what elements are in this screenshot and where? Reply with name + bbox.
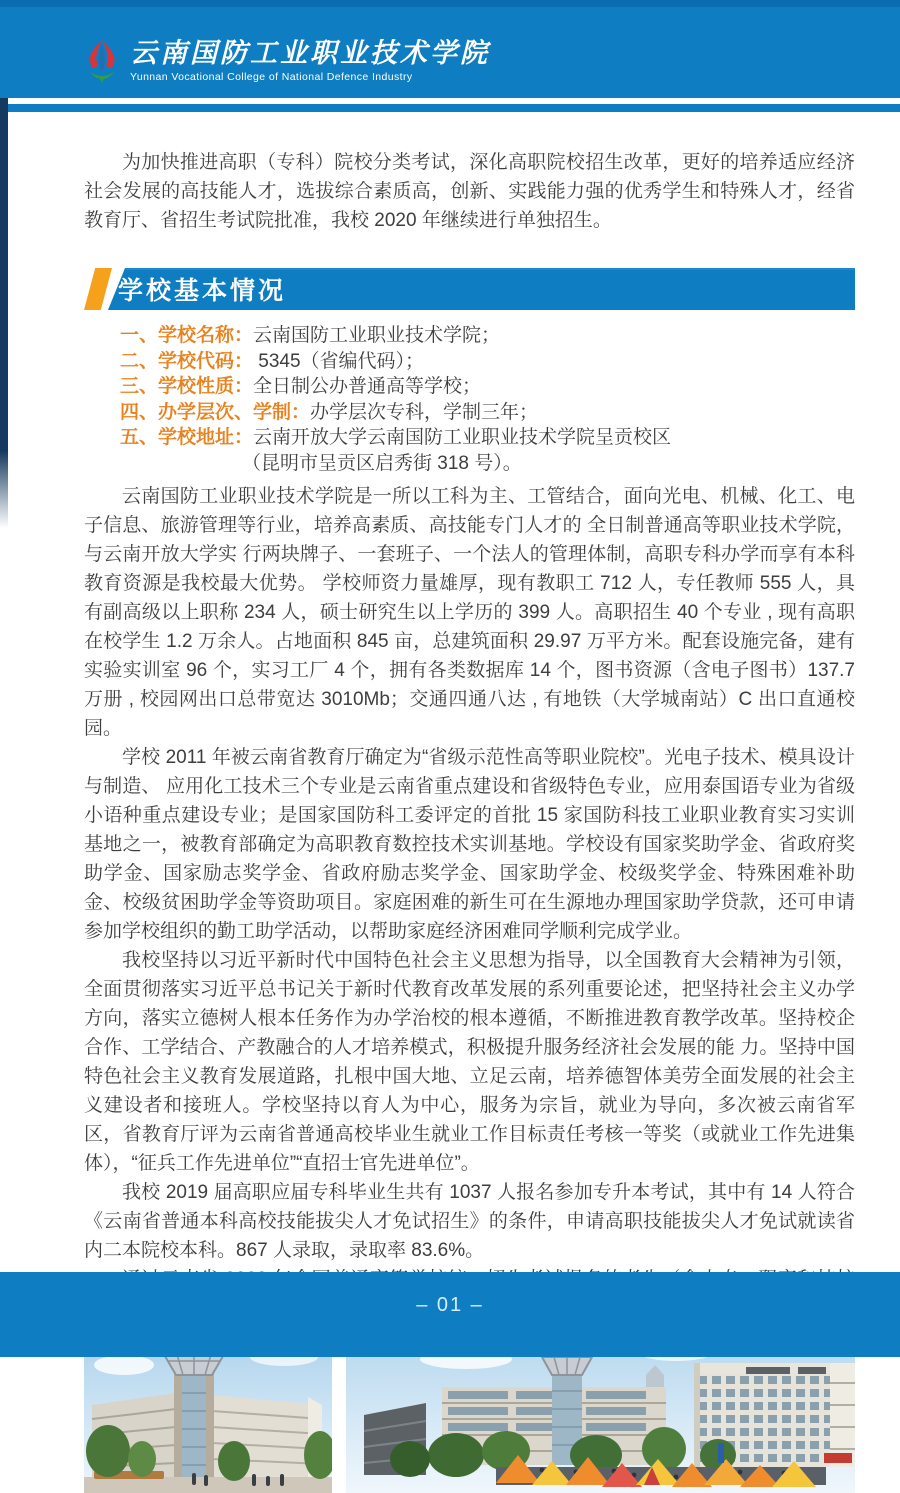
- campus-photo-left: [84, 1335, 332, 1493]
- left-edge-scan-shadow: [0, 98, 8, 528]
- page-footer: [0, 1272, 900, 1357]
- item-value: 云南国防工业职业技术学院；: [253, 325, 501, 346]
- list-item-school-address-line2: [242, 451, 855, 477]
- school-info-list: [120, 323, 855, 476]
- item-label: 五、学校地址：: [120, 427, 254, 448]
- school-name-cn: 云南国防工业职业技术学院: [130, 38, 490, 68]
- paragraph-upgrade-exam-stats: 我校 2019 届高职应届专科毕业生共有 1037 人报名参加专升本考试，其中有 14 人符合《云南省普通本科高校技能拔尖人才免试招生》的条件，申请高职技能拔尖人才免试就读省内二本院校本科。867 人录取，录取率 83.6%。: [84, 1182, 855, 1261]
- school-brand: [84, 38, 490, 84]
- intro-paragraph: 为加快推进高职（专科）院校分类考试，深化高职院校招生改革，更好的培养适应经济社会发展的高技能人才，选拔综合素质高，创新、实践能力强的优秀学生和特殊人才，经省教育厅、省招生考试院批准，我校 2020 年继续进行单独招生。: [84, 152, 855, 231]
- item-value: （昆明市呈贡区启秀街 318 号）。: [242, 452, 522, 474]
- campus-photo-right: [346, 1335, 855, 1493]
- section-bar-accent-shape: [84, 268, 112, 310]
- list-item-school-code: [120, 349, 855, 375]
- item-label: 一、学校名称：: [120, 325, 254, 346]
- school-name-en: Yunnan Vocational College of National Defence Industry: [130, 71, 413, 83]
- top-banner: [0, 0, 900, 98]
- brand-text: [130, 39, 490, 83]
- item-value: 云南开放大学云南国防工业职业技术学院呈贡校区: [253, 427, 672, 448]
- banner-top-line: [0, 0, 900, 7]
- list-item-school-name: [120, 323, 855, 349]
- list-item-education-level: [120, 400, 855, 426]
- paragraph-education-philosophy: 我校坚持以习近平新时代中国特色社会主义思想为指导，以全国教育大会精神为引领，全面贯彻落实习近平总书记关于新时代教育改革发展的系列重要论述，把坚持社会主义办学方向，落实立德树人根本任务作为办学治校的根本遵循，不断推进教育教学改革。坚持校企合作、工学结合、产教融合的人才培养模式，积极提升服务经济社会发展的能 力。坚持中国特色社会主义教育发展道路，扎根中国大地、立足云南，培养德智体美劳全面发展的社会主义建设者和接班人。学校坚持以育人为中心，服务为宗旨，就业为导向，多次被云南省军区，省教育厅评为云南省普通高校毕业生就业工作目标责任考核一等奖（或就业工作先进集体），“征兵工作先进单位”“直招士官先进单位”。: [84, 950, 855, 1174]
- school-emblem-icon: [84, 38, 120, 84]
- item-label: 二、学校代码：: [120, 350, 254, 372]
- section-title: 学校基本情况: [118, 277, 287, 305]
- list-item-school-type: [120, 374, 855, 400]
- item-value: 全日制公办普通高等学校；: [253, 376, 482, 397]
- item-value: 办学层次专科，学制三年；: [310, 401, 539, 423]
- item-value: 5345（省编代码）；: [253, 350, 425, 372]
- page-number: – 01 –: [416, 1294, 484, 1316]
- campus-photos-row: [84, 1335, 855, 1493]
- paragraph-honors-and-aid: 学校 2011 年被云南省教育厅确定为“省级示范性高等职业院校”。光电子技术、模具设计与制造、 应用化工技术三个专业是云南省重点建设和省级特色专业，应用泰国语专业为省级小语种重点建设专业；是国家国防科工委评定的首批 15 家国防科技工业职业教育实习实训基地之一，被教育部确定为高职教育数控技术实训基地。学校设有国家奖助学金、省政府奖助学金、国家励志奖学金、省政府励志奖学金、国家助学金、校级奖学金、特殊困难补助金、校级贫困助学金等资助项目。家庭困难的新生可在生源地办理国家助学贷款，还可申请参加学校组织的勤工助学活动，以帮助家庭经济困难同学顺利完成学业。: [84, 747, 855, 942]
- list-item-school-address: [120, 425, 855, 451]
- paragraph-school-overview: 云南国防工业职业技术学院是一所以工科为主、工管结合，面向光电、机械、化工、电子信息、旅游管理等行业，培养高素质、高技能专门人才的 全日制普通高等职业技术学院，与云南开放大学实 行两块牌子、一套班子、一个法人的管理体制，高职专科办学而享有本科教育资源是我校最大优势。 学校师资力量雄厚，现有教职工 712 人，专任教师 555 人，具有副高级以上职称 234 人，硕士研究生以上学历的 399 人。高职招生 40 个专业 , 现有高职在校学生 1.2 万余人。占地面积 845 亩，总建筑面积 29.97 万平方米。配套设施完备，建有实验实训室 96 个，实习工厂 4 个，拥有各类数据库 14 个，图书资源（含电子图书）137.7 万册 , 校园网出口总带宽达 3010Mb；交通四通八达 , 有地铁（大学城南站）C 出口直通校园。: [84, 486, 855, 739]
- item-label: 四、办学层次、学制：: [120, 401, 311, 423]
- section-header-basic-info: [84, 268, 855, 310]
- banner-underline-stripe: [0, 104, 900, 112]
- item-label: 三、学校性质：: [120, 376, 254, 397]
